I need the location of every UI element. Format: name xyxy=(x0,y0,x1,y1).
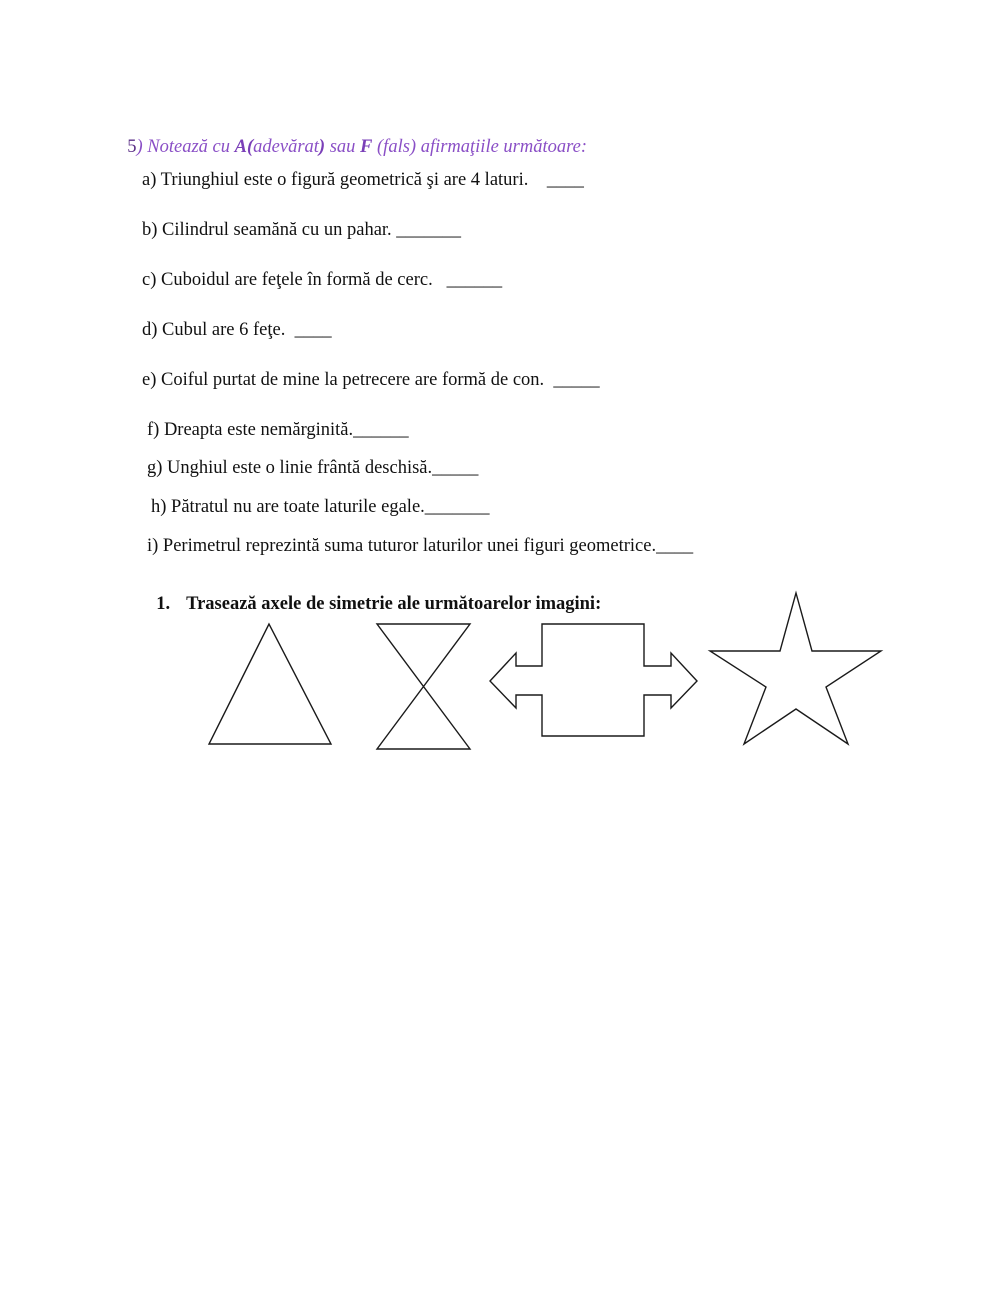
statement-i[interactable]: i) Perimetrul reprezintă suma tuturor laturilor unei figuri geometrice.____ xyxy=(147,536,694,556)
task-1-title: Trasează axele de simetrie ale următoarelor imagini: xyxy=(186,593,602,614)
statement-c[interactable]: c) Cuboidul are feţele în formă de cerc. ______ xyxy=(142,270,503,290)
statement-b[interactable]: b) Cilindrul seamănă cu un pahar. _______ xyxy=(142,220,462,240)
star-shape[interactable] xyxy=(710,593,881,744)
task-1-number: 1. xyxy=(156,593,171,614)
hourglass-shape[interactable] xyxy=(377,624,470,749)
statement-h[interactable]: h) Pătratul nu are toate laturile egale._______ xyxy=(151,497,490,517)
task-1-heading xyxy=(147,576,601,613)
triangle-shape[interactable] xyxy=(209,624,331,744)
statement-d[interactable]: d) Cubul are 6 feţe. ____ xyxy=(142,320,332,340)
statement-a[interactable]: a) Triunghiul este o figură geometrică şi are 4 laturi. ____ xyxy=(142,170,584,190)
exercise-number: 5 xyxy=(127,136,137,157)
exercise-letter-f: F xyxy=(360,136,373,157)
statement-e[interactable]: e) Coiful purtat de mine la petrecere are formă de con. _____ xyxy=(142,370,600,390)
statement-g[interactable]: g) Unghiul este o linie frântă deschisă._____ xyxy=(147,458,479,478)
exercise-letter-a: A( xyxy=(234,136,254,157)
exercise-paren: ) xyxy=(136,136,143,157)
statement-f[interactable]: f) Dreapta este nemărginită.______ xyxy=(147,420,409,440)
double-arrow-shape[interactable] xyxy=(490,624,697,736)
exercise-text-3: ) xyxy=(318,136,326,157)
exercise-5-heading xyxy=(118,119,587,156)
exercise-text-5: (fals) afirmaţiile următoare: xyxy=(372,136,588,157)
exercise-text-4: sau xyxy=(325,136,361,157)
exercise-text-2: adevărat xyxy=(253,136,319,157)
exercise-text-1: Notează cu xyxy=(142,136,235,157)
